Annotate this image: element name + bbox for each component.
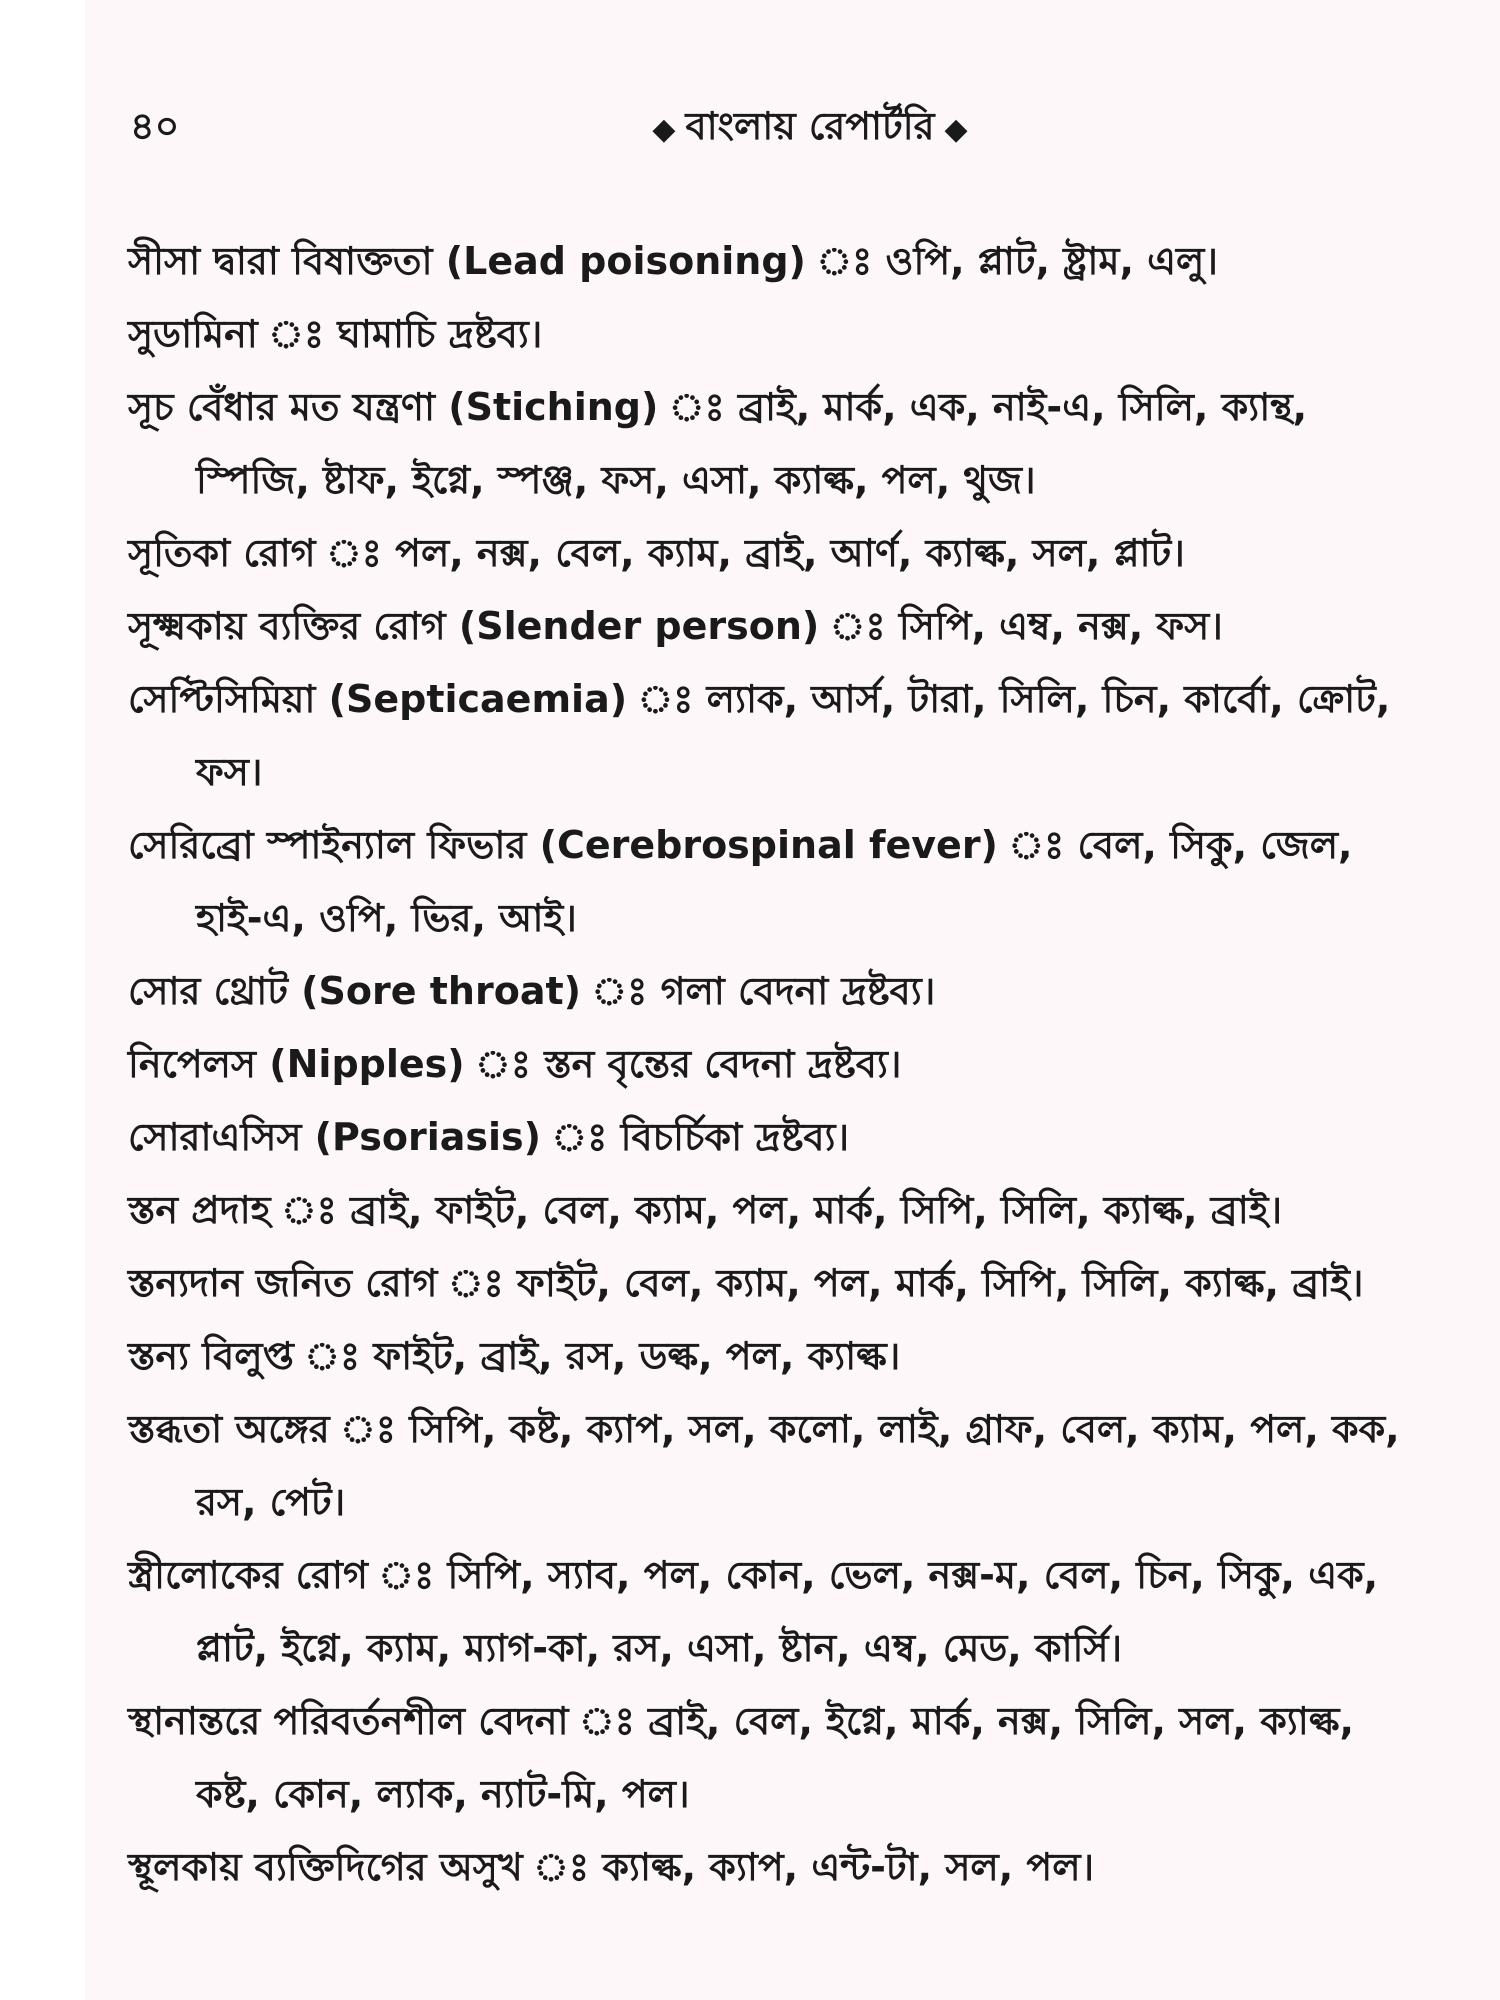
entry-stabdhata: স্তব্ধতা অঙ্গের ঃ সিপি, কষ্ট, ক্যাপ, সল, কলো, লাই, গ্রাফ, বেল, ক্যাম, পল, কক, রস, পেট। [128,1407,1400,1524]
entry-sudamina: সুডামিনা ঃ ঘামাচি দ্রষ্টব্য। [128,312,543,356]
entry-psoriasis: সোরাএসিস (Psoriasis) ঃ বিচর্চিকা দ্রষ্টব্য। [128,1115,850,1159]
entry-stan-pradah: স্তন প্রদাহ ঃ ব্রাই, ফাইট, বেল, ক্যাম, পল, মার্ক, সিপি, সিলি, ক্যাল্ক, ব্রাই। [128,1188,1283,1232]
running-title [510,100,1110,156]
entry-sthulkay: স্থূলকায় ব্যক্তিদিগের অসুখ ঃ ক্যাল্ক, ক্যাপ, এন্ট-টা, সল, পল। [128,1845,1095,1889]
entry-slender-person: সূক্ষ্মকায় ব্যক্তির রোগ (Slender person) ঃ সিপি, এম্ব, নক্স, ফস। [128,604,1223,648]
page-header [130,100,1410,160]
entry-cerebrospinal-fever: সেরিব্রো স্পাইন্যাল ফিভার (Cerebrospinal fever) ঃ বেল, সিকু, জেল, হাই-এ, ওপি, ভির, আই। [128,823,1353,940]
entry-strilok-rog: স্ত্রীলোকের রোগ ঃ সিপি, স্যাব, পল, কোন, ভেল, নক্স-ম, বেল, চিন, সিকু, এক, প্লাট, ইগ্নে, ক্যাম, ম্যাগ-কা, রস, এসা, ষ্টান, এম্ব, মেড, কার্সি। [128,1553,1379,1670]
page-margin-edge [0,0,85,2000]
entry-stiching: সূচ বেঁধার মত যন্ত্রণা (Stiching) ঃ ব্রাই, মার্ক, এক, নাই-এ, সিলি, ক্যান্থ, স্পিজি, ষ্টাফ, ইগ্নে, স্পঞ্জ, ফস, এসা, ক্যাল্ক, পল, থুজ। [128,385,1308,502]
entry-sutika-rog: সূতিকা রোগ ঃ পল, নক্স, বেল, ক্যাম, ব্রাই, আর্ণ, ক্যাল্ক, সল, প্লাট। [128,531,1185,575]
entry-lead-poisoning: সীসা দ্বারা বিষাক্ততা (Lead poisoning) ঃ ওপি, প্লাট, ষ্ট্রাম, এলু। [128,239,1218,283]
page-number: ৪০ [130,104,180,148]
diamond-icon-right: ◆ [944,112,968,147]
diamond-icon-left: ◆ [652,112,676,147]
entry-stanyadan: স্তন্যদান জনিত রোগ ঃ ফাইট, বেল, ক্যাম, পল, মার্ক, সিপি, সিলি, ক্যাল্ক, ব্রাই। [128,1261,1364,1305]
repertory-entries [128,225,1418,1904]
entry-stanya-bilupta: স্তন্য বিলুপ্ত ঃ ফাইট, ব্রাই, রস, ডল্ক, পল, ক্যাল্ক। [128,1334,901,1378]
entry-sthanantar-bedana: স্থানান্তরে পরিবর্তনশীল বেদনা ঃ ব্রাই, বেল, ইগ্নে, মার্ক, নক্স, সিলি, সল, ক্যাল্ক, কষ্ট, কোন, ল্যাক, ন্যাট-মি, পল। [128,1699,1354,1816]
entry-nipples: নিপেলস (Nipples) ঃ স্তন বৃন্তের বেদনা দ্রষ্টব্য। [128,1042,902,1086]
entry-sore-throat: সোর থ্রোট (Sore throat) ঃ গলা বেদনা দ্রষ্টব্য। [128,969,936,1013]
running-title-text: বাংলায় রেপার্টরি [685,104,935,148]
entry-septicaemia: সেপ্টিসিমিয়া (Septicaemia) ঃ ল্যাক, আর্স, টারা, সিলি, চিন, কার্বো, ক্রোট, ফস। [128,677,1391,794]
